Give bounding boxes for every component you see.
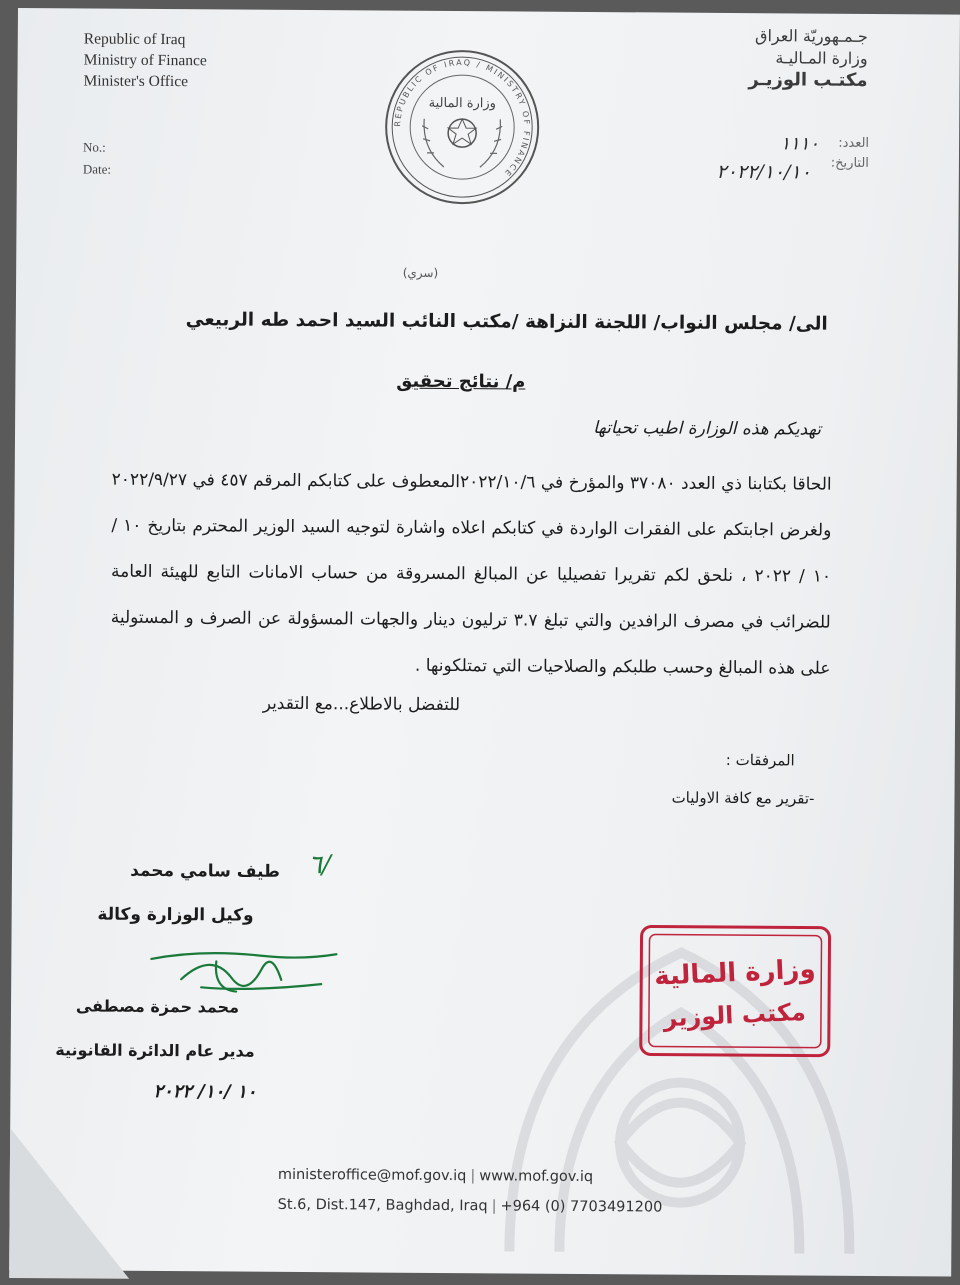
signatory-2-title: مدير عام الدائرة القانونية: [55, 1040, 255, 1061]
date-label: Date:: [82, 161, 112, 177]
closing-line: للتفضل بالاطلاع...مع التقدير: [262, 693, 461, 716]
header-country-ar: جـمـهوريّة العراق: [755, 26, 868, 46]
ministry-seal: [384, 49, 541, 206]
signatory-2-name: محمد حمزة مصطفى: [75, 996, 240, 1017]
ref-labels-arabic: [831, 134, 869, 174]
header-ministry-ar: وزارة المـاليـة: [775, 48, 868, 68]
ref-labels-english: [83, 136, 111, 180]
folded-corner: [9, 1128, 130, 1279]
date-label-ar: التاريخ:: [830, 155, 869, 171]
greeting-line: تهديكم هذه الوزارة اطيب تحياتها: [593, 418, 822, 440]
footer-website: www.mof.gov.iq: [479, 1168, 594, 1186]
subject-line: م/ نتائج تحقيق: [396, 370, 526, 393]
number-label-ar: العدد:: [838, 135, 870, 151]
header-arabic: [748, 25, 868, 92]
signatory-1-name: طيف سامي محمد: [130, 860, 281, 882]
signatory-2-date: ١٠ /١٠/ ٢٠٢٢: [153, 1080, 257, 1103]
letter-page: [9, 8, 960, 1277]
addressee-line: الى/ مجلس النواب/ اللجنة النزاهة /مكتب النائب السيد احمد طه الربيعي: [185, 309, 828, 335]
footer-address: St.6, Dist.147, Baghdad, Iraq: [277, 1196, 488, 1215]
reference-date: ٢٠٢٢/١٠/١٠: [716, 160, 811, 184]
seal-center-text: وزارة المالية: [428, 95, 497, 112]
footer-contact: [278, 1160, 663, 1223]
number-label: No.:: [82, 139, 106, 155]
header-english: [83, 28, 207, 92]
header-office: Minister's Office: [83, 72, 189, 91]
attachment-item: -تقرير مع كافة الاوليات: [671, 788, 815, 808]
stamp-line-1: وزارة المالية: [653, 954, 817, 992]
footer-phone: +964 (0) 7703491200: [500, 1198, 663, 1216]
footer-line-1: [278, 1160, 663, 1193]
header-office-ar: مكتـب الوزيـر: [748, 69, 868, 91]
stamp-line-2: مكتب الوزير: [662, 997, 807, 1033]
reference-number: ١١١٠: [780, 133, 820, 155]
header-country: Republic of Iraq: [83, 30, 186, 49]
office-stamp: [637, 922, 834, 1059]
attachments-label: المرفقات :: [725, 750, 795, 770]
footer-email: ministeroffice@mof.gov.iq: [277, 1166, 467, 1185]
footer-separator: |: [470, 1168, 476, 1185]
classification-label: (سري): [402, 265, 439, 280]
letter-body: الحاقا بكتابنا ذي العدد ٣٧٠٨٠ والمؤرخ في ٢٠٢٢/١٠/٦المعطوف على كتابكم المرقم ٤٥٧ في ٢٠٢٢/٩/٢٧ ولغرض اجابتكم على الفقرات الواردة في كتابكم اعلاه واشارة لتوجيه السيد الوزير المحترم بتاريخ ١٠ / ١٠ / ٢٠٢٢ ، نلحق لكم تقريرا تفصيليا عن المبالغ المسروقة من حساب الامانات التابع للهيئة العامة للضرائب في مصرف الرافدين والتي تبلغ ٣.٧ ترليون دينار والجهات المسؤولة عن الصرف و المستولية على هذه المبالغ وحسب طلبكم والصلاحيات التي تمتلكونها .: [110, 469, 832, 679]
footer-line-2: [278, 1190, 663, 1223]
seal-ring-text: REPUBLIC OF IRAQ / MINISTRY OF FINANCE: [393, 58, 532, 179]
header-ministry: Ministry of Finance: [83, 51, 207, 70]
footer-separator: |: [491, 1198, 497, 1215]
signatory-1-title: وكيل الوزارة وكالة: [97, 904, 254, 926]
initial-mark: ٦/: [307, 850, 331, 881]
